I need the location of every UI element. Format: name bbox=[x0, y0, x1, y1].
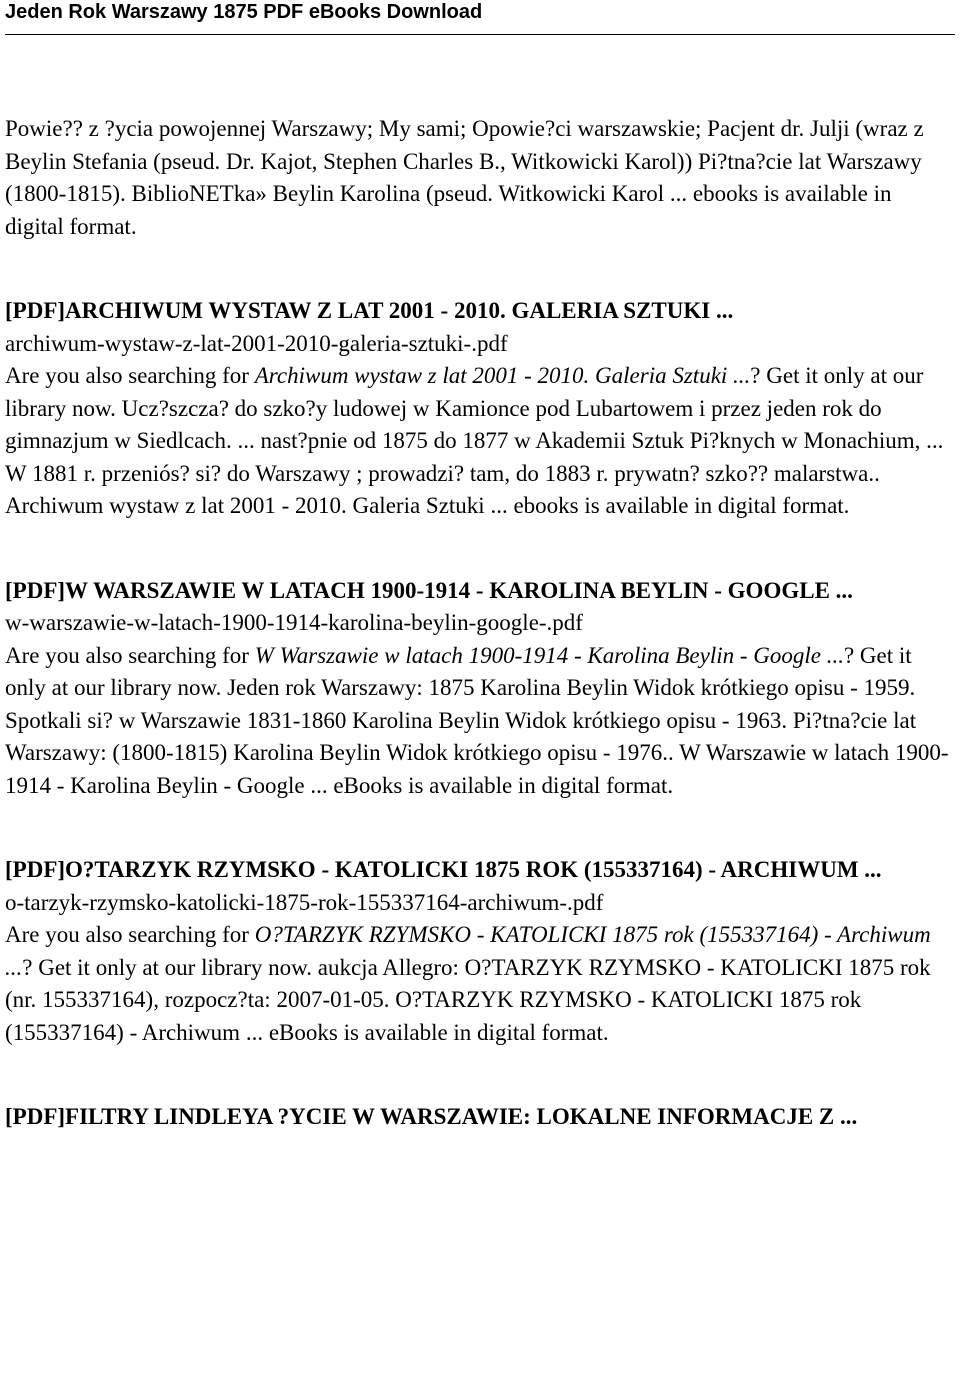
result-filename: o-tarzyk-rzymsko-katolicki-1875-rok-155337164-archiwum-.pdf bbox=[5, 889, 604, 915]
result-title: [PDF]W WARSZAWIE W LATACH 1900-1914 - KAROLINA BEYLIN - GOOGLE ... bbox=[5, 577, 853, 603]
result-filename: archiwum-wystaw-z-lat-2001-2010-galeria-sztuki-.pdf bbox=[5, 330, 508, 356]
result-description bbox=[5, 640, 955, 803]
result-query: Archiwum wystaw z lat 2001 - 2010. Galeria Sztuki ... bbox=[254, 363, 751, 388]
result-query: O?TARZYK RZYMSKO - KATOLICKI 1875 rok (155337164) - Archiwum ... bbox=[5, 922, 931, 980]
result-rest: ? Get it only at our library now. aukcja Allegro: O?TARZYK RZYMSKO - KATOLICKI 1875 rok (nr. 155337164), rozpocz?ta: 2007-01-05. O?TARZYK RZYMSKO - KATOLICKI 1875 rok (155337164) - Archiwum ... eBooks is available in digital format. bbox=[5, 954, 931, 1045]
intro-paragraph: Powie?? z ?ycia powojennej Warszawy; My sami; Opowie?ci warszawskie; Pacjent dr. Julji (wraz z Beylin Stefania (pseud. Dr. Kajot, Stephen Charles B., Witkowicki Karol)) Pi?tna?cie lat Warszawy (1800-1815). BiblioNETka» Beylin Karolina (pseud. Witkowicki Karol ... ebooks is available in digital format. bbox=[5, 116, 924, 239]
result-entry bbox=[5, 1101, 955, 1134]
result-lead: Are you also searching for bbox=[5, 363, 255, 388]
result-rest: ? Get it only at our library now. Ucz?szcza? do szko?y ludowej w Kamionce pod Lubartowem i przez jeden rok do gimnazjum w Siedlcach. ... nast?pnie od 1875 do 1877 w Akademii Sztuk Pi?knych w Monachium, ... W 1881 r. przeniós? si? do Warszawy ; prowadzi? tam, do 1883 r. prywatn? szko?? malarstwa.. Archiwum wystaw z lat 2001 - 2010. Galeria Sztuki ... ebooks is available in digital format. bbox=[5, 363, 944, 518]
result-filename: w-warszawie-w-latach-1900-1914-karolina-beylin-google-.pdf bbox=[5, 610, 583, 635]
result-lead: Are you also searching for bbox=[5, 642, 255, 668]
result-description bbox=[5, 919, 955, 1049]
result-title: [PDF]ARCHIWUM WYSTAW Z LAT 2001 - 2010. GALERIA SZTUKI ... bbox=[5, 298, 734, 323]
result-lead: Are you also searching for bbox=[5, 922, 255, 947]
result-title: [PDF]O?TARZYK RZYMSKO - KATOLICKI 1875 ROK (155337164) - ARCHIWUM ... bbox=[5, 857, 882, 882]
result-query: W Warszawie w latach 1900-1914 - Karolina Beylin - Google ... bbox=[254, 642, 844, 668]
page-header bbox=[0, 0, 960, 48]
result-entry bbox=[5, 575, 955, 803]
page-title: Jeden Rok Warszawy 1875 PDF eBooks Download bbox=[5, 1, 483, 23]
result-rest: ? Get it only at our library now. Jeden rok Warszawy: 1875 Karolina Beylin Widok krótkiego opisu - 1959. Spotkali si? w Warszawie 1831-1860 Karolina Beylin Widok krótkiego opisu - 1963. Pi?tna?cie lat Warszawy: (1800-1815) Karolina Beylin Widok krótkiego opisu - 1976.. W Warszawie w latach 1900-1914 - Karolina Beylin - Google ... eBooks is available in digital format. bbox=[5, 642, 949, 798]
header-divider bbox=[5, 34, 955, 35]
document-body bbox=[5, 113, 955, 1186]
result-entry bbox=[5, 295, 955, 523]
result-description bbox=[5, 360, 955, 523]
result-entry bbox=[5, 854, 955, 1049]
result-title: [PDF]FILTRY LINDLEYA ?YCIE W WARSZAWIE: LOKALNE INFORMACJE Z ... bbox=[5, 1104, 858, 1129]
